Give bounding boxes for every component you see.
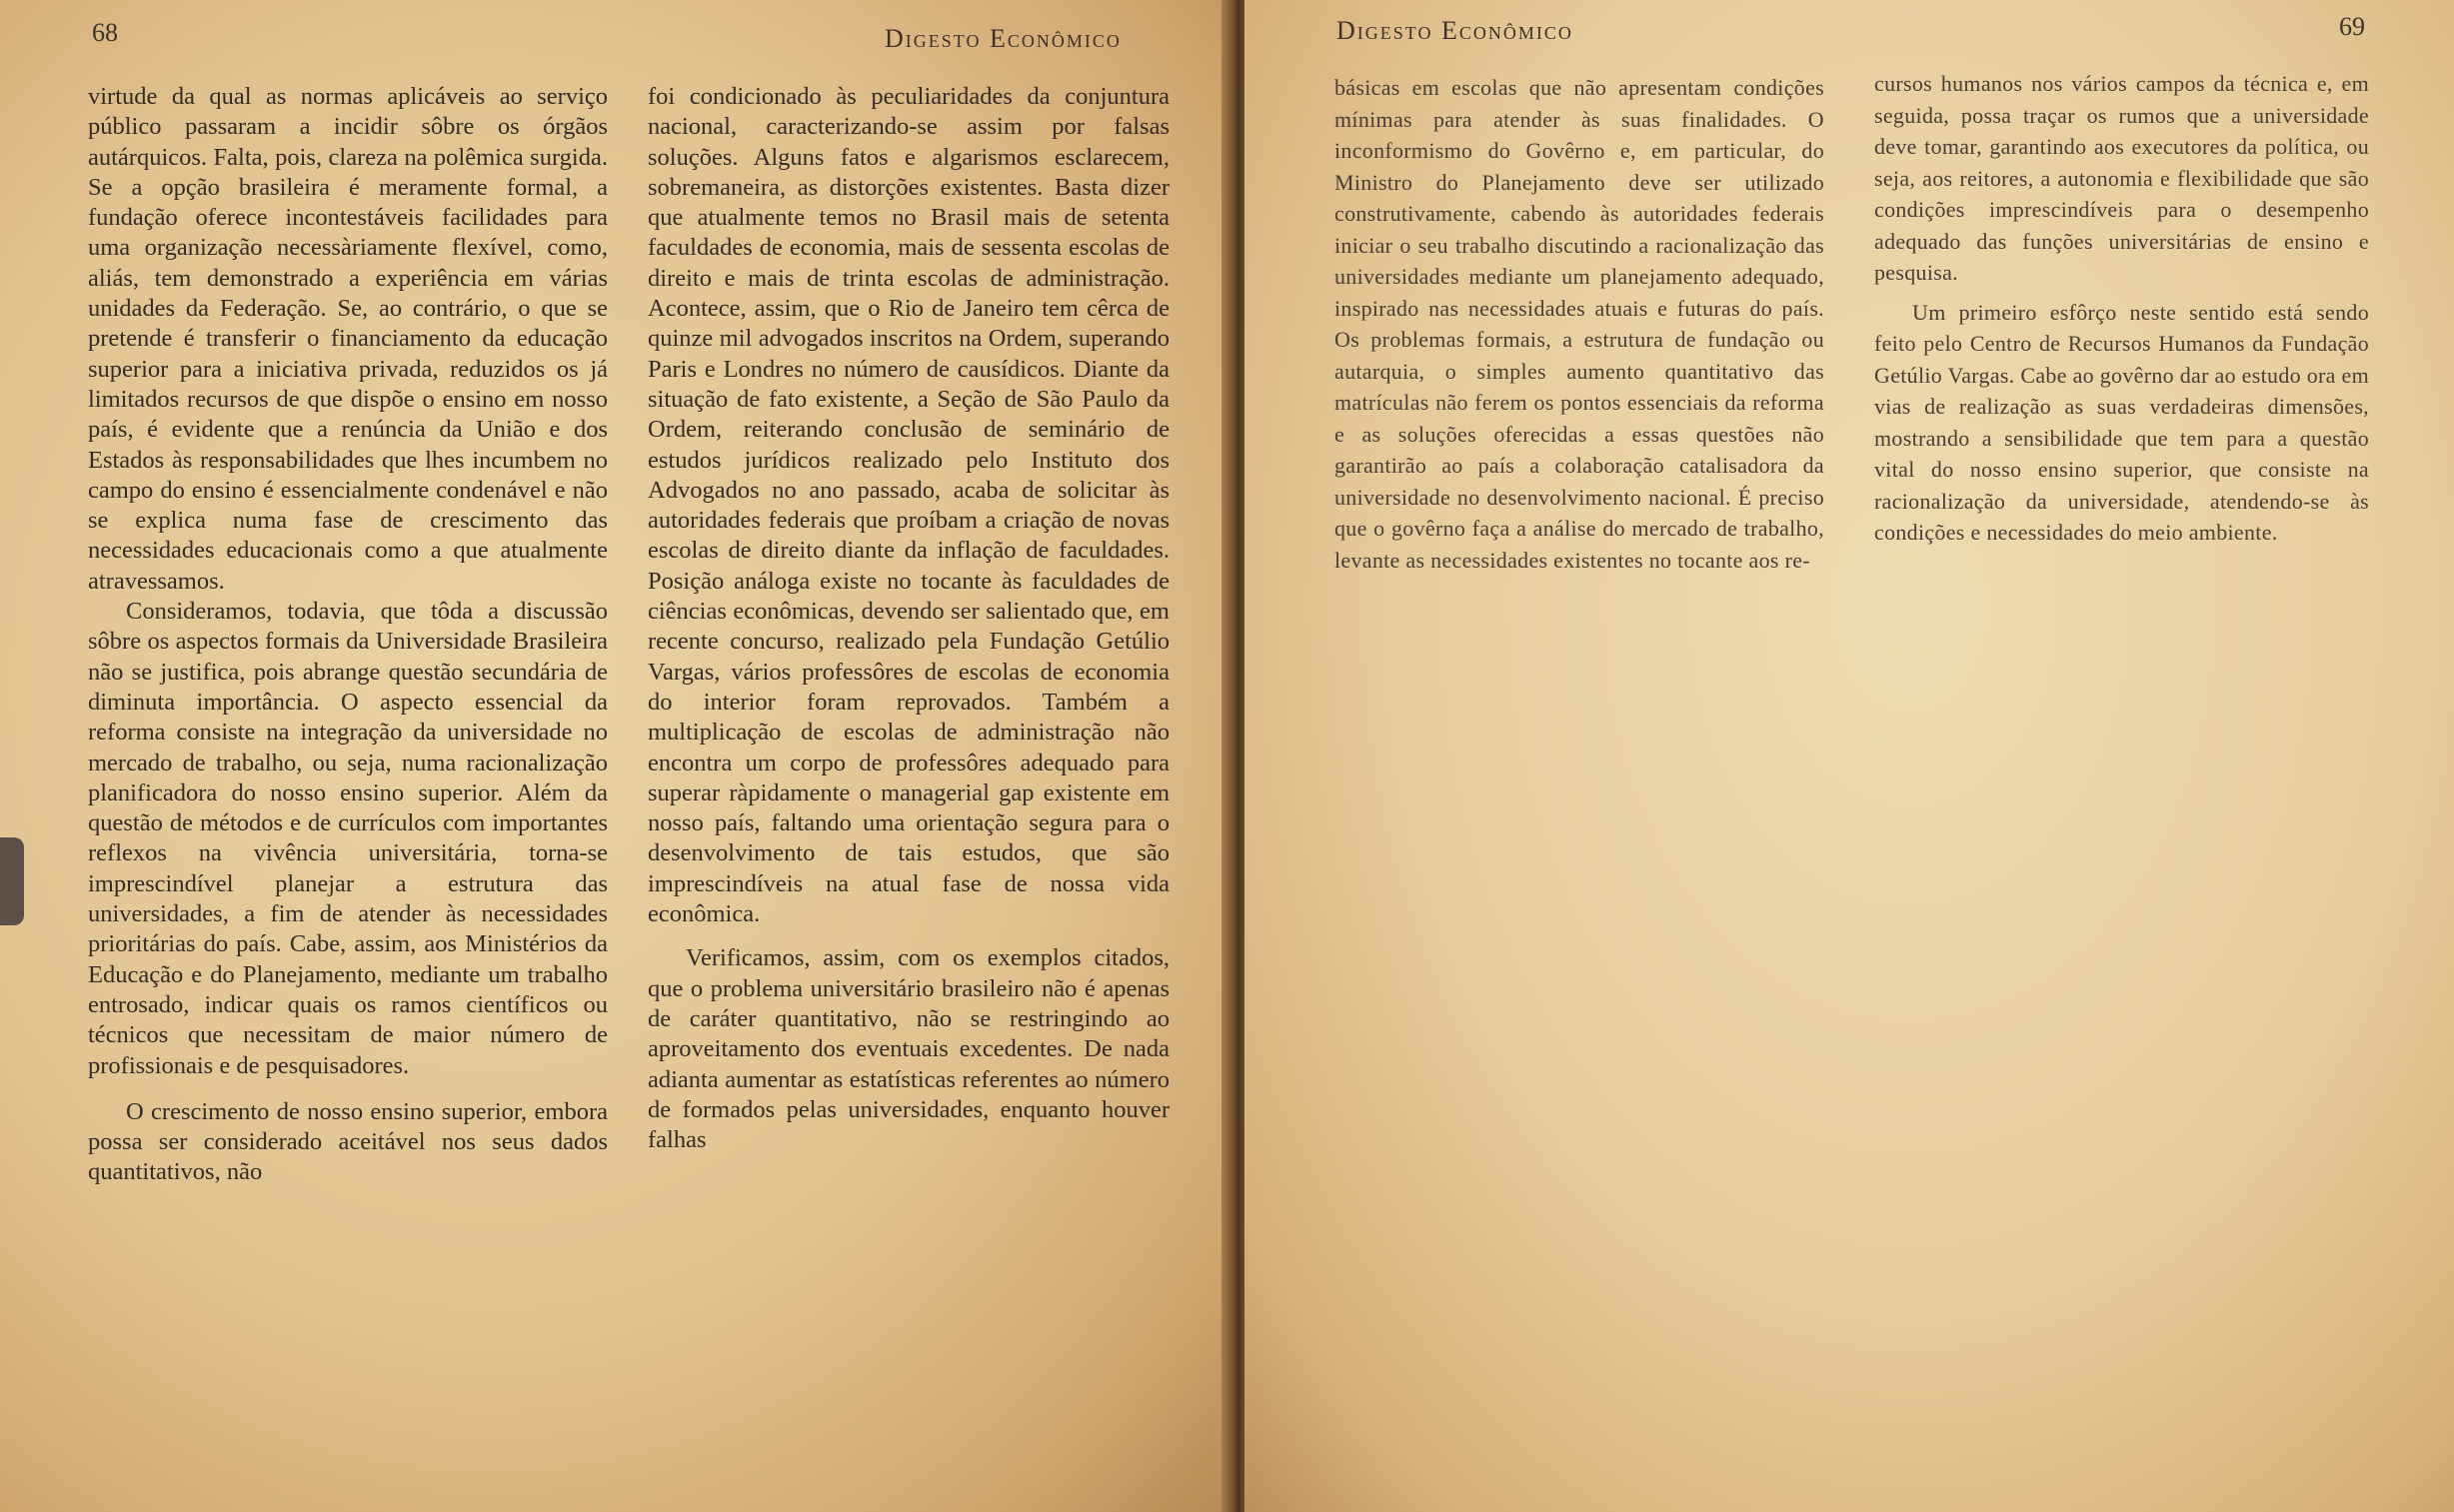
right-column-1 (1334, 72, 1824, 576)
left-column-2 (648, 82, 1170, 1155)
paragraph: Verificamos, assim, com os exemplos citados, que o problema universitário brasileiro não é apenas de caráter quantitativo, não se restringindo ao aproveitamento dos eventuais excedentes. De nada adianta aumentar as estatísticas referentes ao número de formados pelas universidades, enquanto houver falhas (648, 944, 1170, 1154)
paragraph: Um primeiro esfôrço neste sentido está sendo feito pelo Centro de Recursos Humanos da Fundação Getúlio Vargas. Cabe ao govêrno dar ao estudo ora em vias de realização as suas verdadeiras dimensões, mostrando a sensibilidade que tem para a questão vital do nosso ensino superior, que consiste na racionalização da universidade, atendendo-se às condições e necessidades do meio ambiente. (1874, 299, 2369, 545)
paragraph: básicas em escolas que não apresentam condições mínimas para atender às suas finalidades. O inconformismo do Govêrno e, em particular, do Ministro do Planejamento deve ser utilizado construtivamente, cabendo às autoridades federais iniciar o seu trabalho discutindo a racionalização das universidades mediante um planejamento adequado, inspirado nas necessidades atuais e futuras do país. Os problemas formais, a estrutura de fundação ou autarquia, o simples aumento quantitativo das matrículas não ferem os pontos essenciais da reforma e as soluções oferecidas a essas questões não garantirão ao país a colaboração catalisadora da universidade no desenvolvimento nacional. É preciso que o govêrno faça a análise do mercado de trabalho, levante as necessidades existentes no tocante aos re- (1334, 75, 1824, 573)
paragraph: foi condicionado às peculiaridades da conjuntura nacional, caracterizando-se assim por falsas soluções. Alguns fatos e algarismos esclarecem, sobremaneira, as distorções existentes. Basta dizer que atualmente temos no Brasil mais de setenta faculdades de economia, mais de sessenta escolas de direito e mais de trinta escolas de administração. Acontece, assim, que o Rio de Janeiro tem cêrca de quinze mil advogados inscritos na Ordem, superando Paris e Londres no número de causídicos. Diante da situação de fato existente, a Seção de São Paulo da Ordem, reiterando conclusão de seminário de estudos jurídicos realizado pelo Instituto dos Advogados no ano passado, acaba de solicitar às autoridades federais que proíbam a criação de novas escolas de direito diante da inflação de faculdades. Posição análoga existe no tocante às faculdades de ciências econômicas, devendo ser salientado que, em recente concurso, realizado pela Fundação Getúlio Vargas, vários professôres de escolas de economia do interior foram reprovados. Também a multiplicação de escolas de administração não encontra um corpo de professôres adequado para superar ràpidamente o managerial gap existente em nosso país, faltando uma orientação segura para o desenvolvimento de tais estudos, que são imprescindíveis na atual fase de nossa vida econômica. (648, 83, 1170, 928)
right-page (1244, 0, 2454, 1512)
paragraph: cursos humanos nos vários campos da técnica e, em seguida, possa traçar os rumos que a universidade deve tomar, garantindo aos executores da política, ou seja, aos reitores, a autonomia e flexibilidade que são condições imprescindíveis para o desempenho adequado das funções universitárias de ensino e pesquisa. (1874, 71, 2369, 285)
paragraph: Consideramos, todavia, que tôda a discussão sôbre os aspectos formais da Universidade Brasileira não se justifica, pois abrange questão secundária de diminuta importância. O aspecto essencial da reforma consiste na integração da universidade no mercado de trabalho, ou seja, numa racionalização planificadora do nosso ensino superior. Além da questão de métodos e de currículos com importantes reflexos na vivência universitária, torna-se imprescindível planejar a estrutura das universidades, a fim de atender às necessidades prioritárias do país. Cabe, assim, aos Ministérios da Educação e do Planejamento, mediante um trabalho entrosado, indicar quais os ramos científicos ou técnicos que necessitam de maior número de profissionais e de pesquisadores. (88, 598, 608, 1079)
running-head: Digesto Econômico (1336, 16, 1573, 45)
right-column-2 (1874, 68, 2369, 549)
page-number: 69 (2339, 12, 2365, 41)
binder-clip (0, 837, 24, 925)
page-number: 68 (92, 18, 118, 47)
left-column-1 (88, 82, 608, 1188)
running-head: Digesto Econômico (885, 24, 1122, 53)
paragraph: O crescimento de nosso ensino superior, embora possa ser considerado aceitável nos seus dados quantitativos, não (88, 1097, 608, 1186)
paragraph: virtude da qual as normas aplicáveis ao serviço público passaram a incidir sôbre os órgãos autárquicos. Falta, pois, clareza na polêmica surgida. Se a opção brasileira é meramente formal, a fundação oferece incontestáveis facilidades para uma organização necessàriamente flexível, como, aliás, tem demonstrado a experiência em várias unidades da Federação. Se, ao contrário, o que se pretende é transferir o financiamento da educação superior para a iniciativa privada, reduzidos os já limitados recursos de que dispõe o ensino em nosso país, é evidente que a renúncia da União e dos Estados às responsabilidades que lhes incumbem no campo do ensino é essencialmente condenável e não se explica numa fase de crescimento das necessidades educacionais como a que atualmente atravessamos. (88, 83, 608, 595)
